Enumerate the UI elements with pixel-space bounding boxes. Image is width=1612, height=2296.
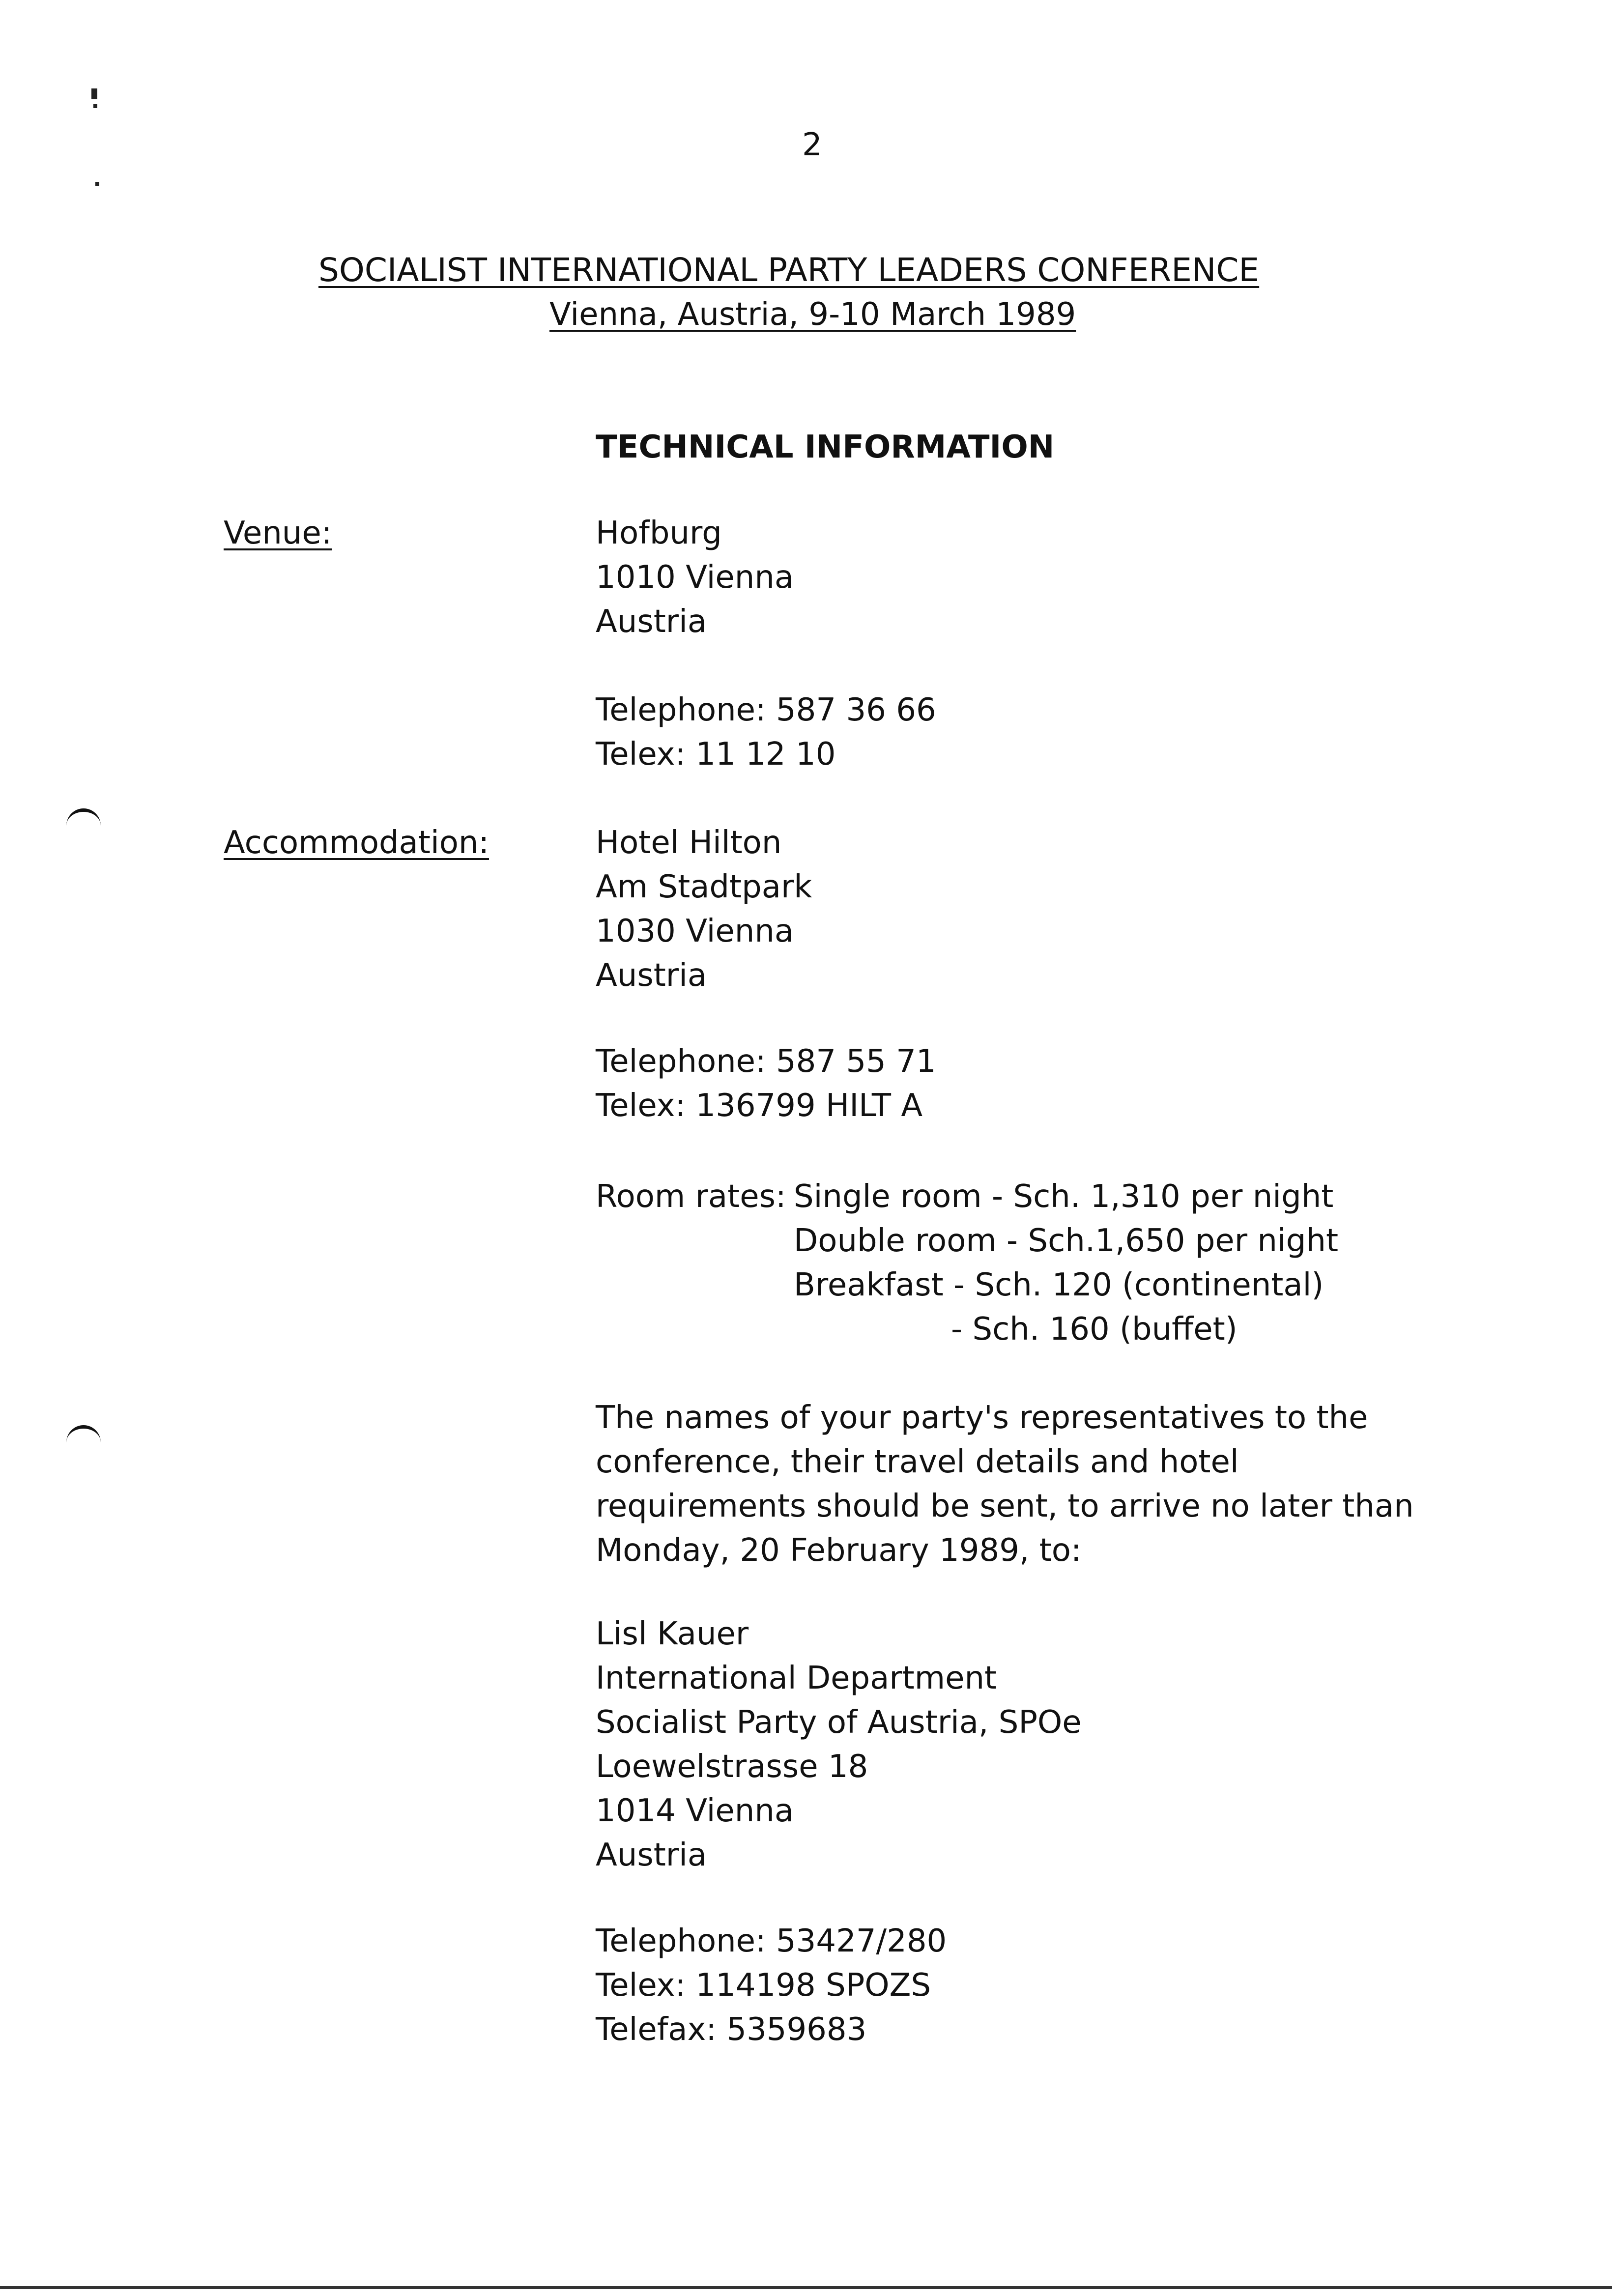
document-title: SOCIALIST INTERNATIONAL PARTY LEADERS CONFERENCE (318, 251, 1260, 289)
contact-line: Austria (596, 1837, 707, 1873)
instructions-line: conference, their travel details and hotel (596, 1444, 1239, 1480)
venue-line: 1010 Vienna (596, 559, 794, 596)
venue-telephone: Telephone: 587 36 66 (596, 692, 936, 728)
contact-telex: Telex: 114198 SPOZS (596, 1967, 931, 2004)
venue-label: Venue: (224, 515, 332, 551)
accommodation-line: Hotel Hilton (596, 825, 782, 861)
contact-line: Loewelstrasse 18 (596, 1749, 868, 1785)
accommodation-telephone: Telephone: 587 55 71 (596, 1043, 936, 1080)
contact-line: International Department (596, 1660, 997, 1696)
document-subtitle: Vienna, Austria, 9-10 March 1989 (549, 296, 1076, 333)
accommodation-address (596, 821, 812, 998)
venue-address (596, 511, 794, 644)
scan-speck (95, 182, 99, 186)
accommodation-line: 1030 Vienna (596, 913, 794, 949)
punch-hole-mark (66, 808, 101, 836)
rate-breakfast-buffet: - Sch. 160 (buffet) (951, 1311, 1238, 1348)
punch-hole-mark (66, 1425, 101, 1453)
contact-telephone: Telephone: 53427/280 (596, 1923, 947, 1959)
rate-breakfast-continental: Breakfast - Sch. 120 (continental) (794, 1267, 1324, 1303)
contact-address (596, 1612, 1082, 1877)
instructions-line: requirements should be sent, to arrive no later than (596, 1488, 1414, 1524)
rate-double: Double room - Sch.1,650 per night (794, 1223, 1339, 1259)
accommodation-line: Am Stadtpark (596, 869, 812, 905)
instructions-paragraph (596, 1396, 1414, 1573)
scan-speck (93, 104, 97, 108)
accommodation-line: Austria (596, 957, 707, 994)
instructions-line: The names of your party's representatives to the (596, 1400, 1368, 1436)
contact-line: 1014 Vienna (596, 1793, 794, 1829)
venue-line: Hofburg (596, 515, 722, 551)
instructions-line: Monday, 20 February 1989, to: (596, 1532, 1082, 1569)
venue-line: Austria (596, 603, 707, 640)
contact-telefax: Telefax: 5359683 (596, 2011, 867, 2048)
room-rates-label: Room rates: (596, 1178, 786, 1215)
venue-telex: Telex: 11 12 10 (596, 736, 836, 773)
rate-single: Single room - Sch. 1,310 per night (794, 1178, 1334, 1215)
contact-line: Lisl Kauer (596, 1616, 749, 1652)
page-number: 2 (802, 127, 822, 163)
bottom-edge-line (0, 2286, 1612, 2289)
accommodation-telex: Telex: 136799 HILT A (596, 1088, 923, 1124)
section-title: TECHNICAL INFORMATION (596, 429, 1055, 465)
accommodation-label: Accommodation: (224, 825, 489, 861)
scan-speck (91, 88, 97, 99)
contact-line: Socialist Party of Austria, SPOe (596, 1704, 1082, 1741)
